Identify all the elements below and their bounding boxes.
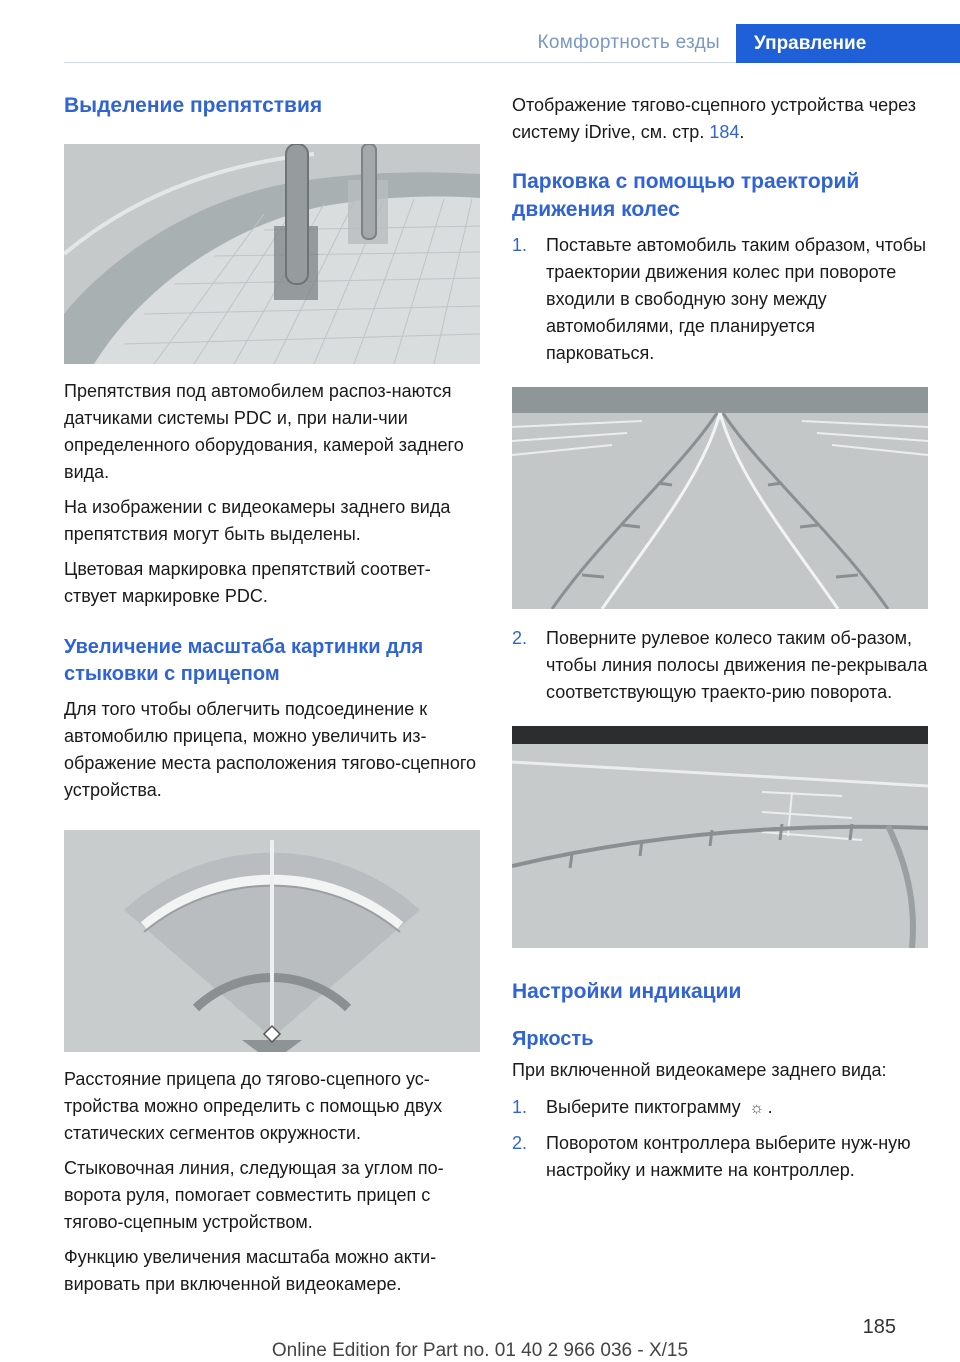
page-header	[64, 24, 960, 63]
text-period: .	[739, 122, 745, 142]
left-column	[64, 92, 480, 1298]
figure-obstacle-highlight	[64, 144, 480, 364]
page-link-184[interactable]: 184	[709, 122, 740, 142]
paragraph-trailer-zoom: Для того чтобы облегчить подсоединение к автомобилю прицепа, можно увеличить из-ображение места расположения тягово-сцепного устройства.	[64, 699, 477, 800]
heading-trailer-zoom: Увеличение масштаба картинки для стыковки с прицепом	[64, 636, 424, 685]
paragraph-brightness-intro: При включенной видеокамере заднего вида:	[512, 1060, 887, 1080]
list-item	[512, 625, 928, 706]
figure-trailer-zoom	[64, 830, 480, 1052]
list-item	[512, 1130, 928, 1184]
figure-wheel-paths	[512, 387, 928, 609]
header-section-title[interactable]: Комфортность езды	[537, 32, 720, 53]
heading-wheel-path-parking: Парковка с помощью траекторий движения колес	[512, 170, 860, 221]
parking-steps-continued	[512, 625, 928, 706]
step-text: Поставьте автомобиль таким образом, чтобы траектории движения колес при повороте входили в свободную зону между автомобилями, где планируется парковаться.	[546, 235, 927, 363]
step-number: 2.	[512, 628, 528, 648]
step-text: Поворотом контроллера выберите нуж-ную настройку и нажмите на контроллер.	[546, 1133, 911, 1180]
footer-edition: Online Edition for Part no. 01 40 2 966 036 - X/15	[271, 1340, 689, 1361]
step-text-end: .	[767, 1097, 773, 1117]
brightness-steps	[512, 1094, 928, 1184]
paragraph-coupling-line: Стыковочная линия, следующая за углом по-ворота руля, помогает совместить прицеп с тягово-сцепным устройством.	[64, 1158, 444, 1232]
paragraph-trailer-distance: Расстояние прицепа до тягово-сцепного ус-тройства можно определить с помощью двух статических сегментов окружности.	[64, 1069, 443, 1143]
page-number: 185	[862, 1316, 896, 1338]
figure-lane-line	[512, 726, 928, 948]
parking-steps	[512, 232, 928, 367]
text-coupling-idrive: Отображение тягово-сцепного устройства через систему iDrive, см. стр.	[512, 95, 916, 142]
list-item	[512, 232, 928, 367]
step-text: Выберите пиктограмму	[546, 1097, 746, 1117]
heading-display-settings: Настройки индикации	[512, 980, 742, 1003]
paragraph-obstacle-detection: Препятствия под автомобилем распоз-наются датчиками системы PDC и, при нали-чии определенного оборудования, камерой заднего вида.	[64, 381, 464, 482]
right-column	[512, 92, 928, 1184]
header-active-tab[interactable]: Управление	[736, 24, 960, 63]
paragraph-obstacle-camera: На изображении с видеокамеры заднего вида препятствия могут быть выделены.	[64, 497, 451, 544]
paragraph-obstacle-colors: Цветовая маркировка препятствий соответ-ствует маркировке PDC.	[64, 559, 431, 606]
paragraph-coupling-idrive	[512, 92, 928, 146]
sun-icon: ☼	[749, 1100, 764, 1117]
heading-obstacle-highlight: Выделение препятствия	[64, 94, 323, 117]
paragraph-zoom-activation: Функцию увеличения масштаба можно акти-вировать при включенной видеокамере.	[64, 1247, 437, 1294]
step-number: 1.	[512, 235, 528, 255]
step-text: Поверните рулевое колесо таким об-разом, чтобы линия полосы движения пе-рекрывала соответствующую траекто-рию поворота.	[546, 628, 928, 702]
step-number: 2.	[512, 1133, 528, 1153]
step-number: 1.	[512, 1097, 528, 1117]
list-item	[512, 1094, 928, 1122]
heading-brightness: Яркость	[512, 1028, 594, 1050]
